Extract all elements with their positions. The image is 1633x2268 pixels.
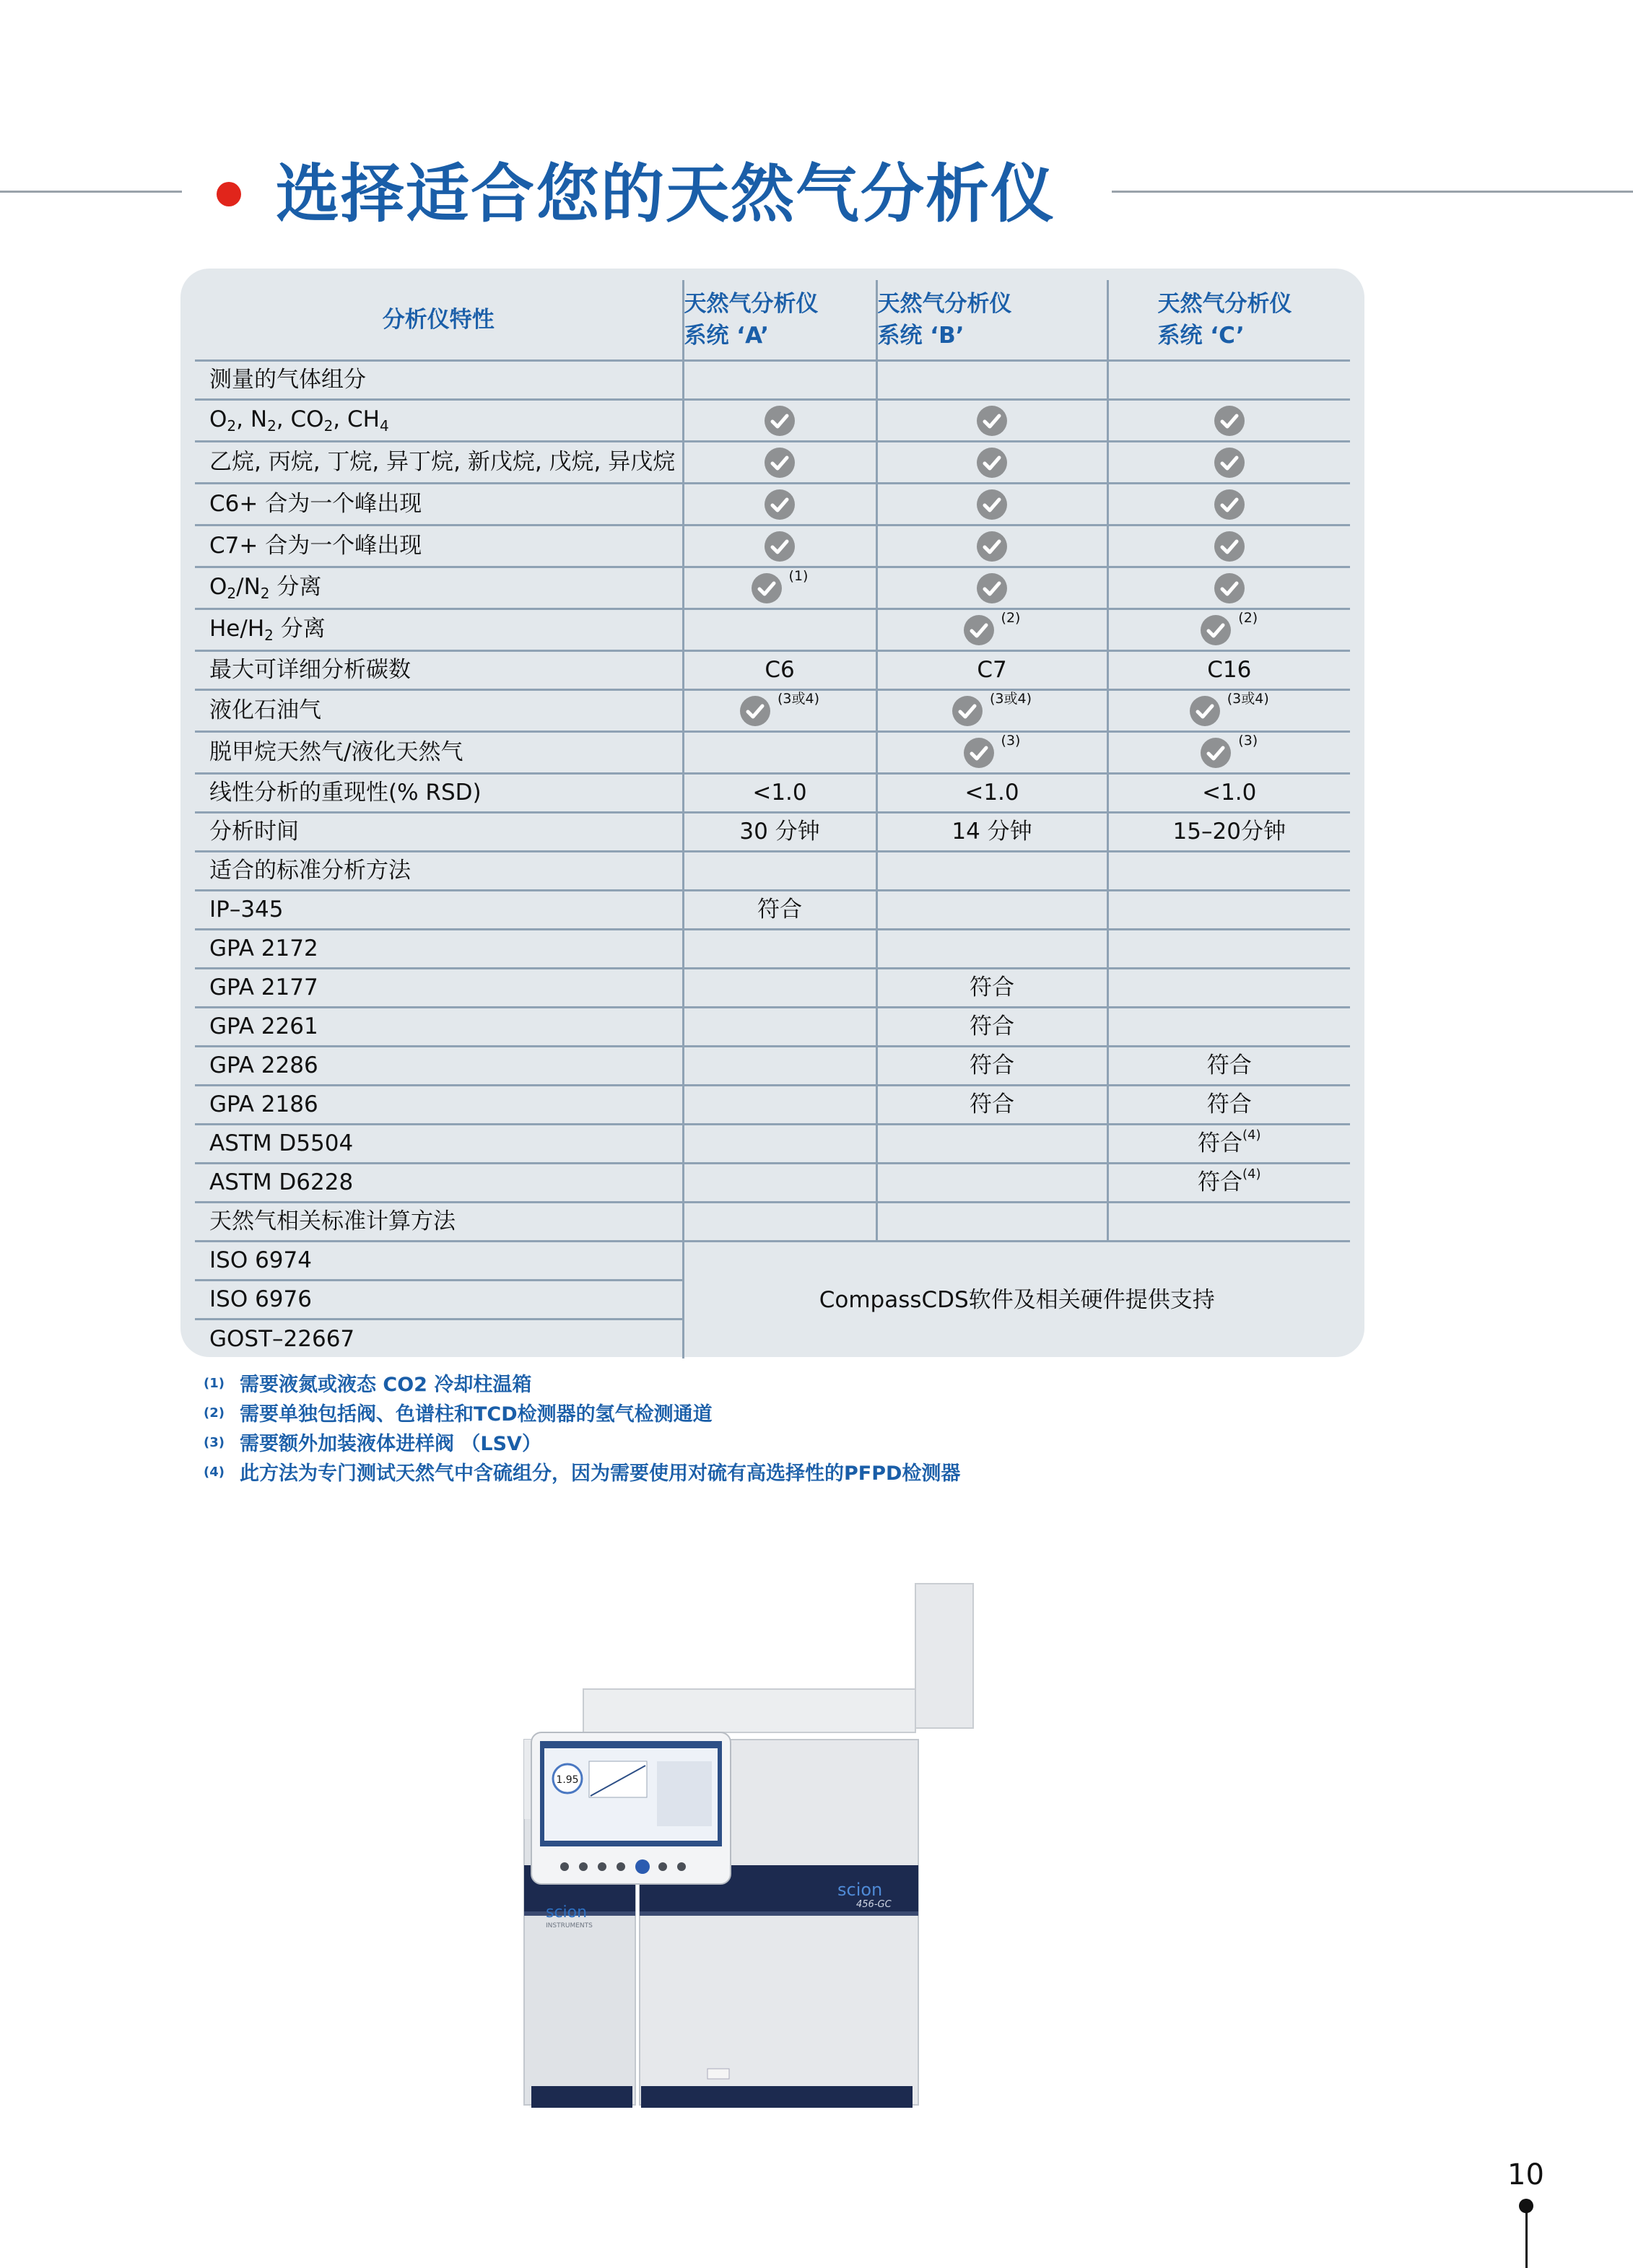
cell-system-c (1107, 1203, 1350, 1242)
table-row (195, 361, 1350, 400)
cell-system-a (683, 930, 876, 969)
cell-system-b (876, 567, 1107, 609)
row-label: GPA 2177 (195, 969, 683, 1008)
cell-system-c (1107, 442, 1350, 484)
page-number: 10 (1507, 2158, 1544, 2191)
check-icon (765, 489, 795, 520)
check-icon (752, 573, 782, 603)
row-label: $O_2$, $N_2$, $CO_2$, $CH_4$ (195, 400, 683, 442)
cell-system-c (1107, 930, 1350, 969)
cell-system-b (876, 930, 1107, 969)
cell-system-b (876, 732, 1107, 774)
table-row (195, 442, 1350, 484)
table-row (195, 525, 1350, 567)
cell-system-c (1107, 1008, 1350, 1047)
check-icon (977, 448, 1007, 478)
title-rule-right (1112, 191, 1633, 193)
cell-value: <1.0 (752, 780, 807, 806)
footnote (204, 1429, 1286, 1459)
header-system-b: 天然气分析仪 系统 ‘B’ (876, 280, 1107, 361)
cell-system-a (683, 361, 876, 400)
footnotes (204, 1370, 1286, 1488)
cell-value: 30 分钟 (739, 819, 820, 845)
footnote-number: (3) (204, 1435, 225, 1450)
screen-value: 1.95 (556, 1774, 579, 1786)
row-label: 脱甲烷天然气/液化天然气 (195, 732, 683, 774)
footnote (204, 1459, 1286, 1488)
cell-value: <1.0 (1202, 780, 1257, 806)
cell-value: 符合 (970, 974, 1014, 1001)
footnote-number: (2) (204, 1405, 225, 1421)
cell-system-b (876, 891, 1107, 930)
table-row (195, 813, 1350, 852)
row-label: $He/H_2$ 分离 (195, 609, 683, 651)
page-marker-line (1525, 2209, 1528, 2268)
footnote-text: 需要额外加装液体进样阀 （LSV） (240, 1433, 541, 1455)
row-label: 天然气相关标准计算方法 (195, 1203, 683, 1242)
row-label: GOST–22667 (195, 1320, 683, 1358)
cell-system-b (876, 525, 1107, 567)
row-label: GPA 2286 (195, 1047, 683, 1086)
cell-system-a (683, 732, 876, 774)
row-label: C6+ 合为一个峰出现 (195, 484, 683, 525)
title-bullet (217, 182, 241, 206)
cell-system-a (683, 651, 876, 690)
cell-system-a (683, 525, 876, 567)
table-row (195, 1008, 1350, 1047)
table-row (195, 1242, 1350, 1281)
row-label: 分析时间 (195, 813, 683, 852)
cell-value: 符合 (1198, 1130, 1242, 1157)
cell-system-b (876, 1086, 1107, 1125)
cell-system-b (876, 774, 1107, 813)
footnote-text: 此方法为专门测试天然气中含硫组分，因为需要使用对硫有高选择性的PFPD检测器 (240, 1462, 961, 1485)
check-icon (1214, 531, 1245, 562)
cell-system-c (1107, 1047, 1350, 1086)
cell-system-c (1107, 1125, 1350, 1164)
page-title: 选择适合您的天然气分析仪 (276, 157, 1056, 231)
cell-system-b (876, 969, 1107, 1008)
comparison-table (195, 280, 1350, 1358)
check-icon (977, 489, 1007, 520)
header-system-c: 天然气分析仪 系统 ‘C’ (1107, 280, 1350, 361)
cell-system-c (1107, 484, 1350, 525)
check-icon (964, 615, 994, 645)
cell-value: 14 分钟 (952, 819, 1032, 845)
footnote-text: 需要液氮或液态 CO2 冷却柱温箱 (240, 1374, 532, 1396)
table-row (195, 1203, 1350, 1242)
cell-system-b (876, 400, 1107, 442)
table-row (195, 1047, 1350, 1086)
cell-system-b (876, 852, 1107, 891)
cell-system-c (1107, 651, 1350, 690)
check-icon (1201, 615, 1231, 645)
cell-footnote-ref: (4) (1242, 1166, 1261, 1182)
cell-system-b (876, 1008, 1107, 1047)
cell-value: 符合 (757, 897, 802, 923)
cell-system-c (1107, 813, 1350, 852)
row-label: ISO 6974 (195, 1242, 683, 1281)
cell-system-c (1107, 361, 1350, 400)
gas-chromatograph-image (520, 1581, 1083, 2115)
table-row (195, 1164, 1350, 1203)
cell-note: (3) (1001, 732, 1021, 749)
cell-value: 15–20分钟 (1172, 819, 1286, 845)
row-label: ASTM D5504 (195, 1125, 683, 1164)
cell-system-b (876, 651, 1107, 690)
cell-system-a (683, 969, 876, 1008)
footnote-number: (1) (204, 1376, 225, 1391)
check-icon (765, 448, 795, 478)
cell-value: 符合 (970, 1013, 1014, 1040)
check-icon (1201, 738, 1231, 768)
cell-system-a (683, 1047, 876, 1086)
cell-system-c (1107, 891, 1350, 930)
table-header-row (195, 280, 1350, 361)
footnote-text: 需要单独包括阀、色谱柱和TCD检测器的氢气检测通道 (240, 1403, 713, 1426)
row-label: C7+ 合为一个峰出现 (195, 525, 683, 567)
footnote (204, 1400, 1286, 1429)
check-icon (765, 531, 795, 562)
cell-note: (2) (1001, 609, 1021, 626)
row-label: 线性分析的重现性(% RSD) (195, 774, 683, 813)
cell-system-b (876, 813, 1107, 852)
cell-system-a (683, 774, 876, 813)
cell-system-c (1107, 400, 1350, 442)
cell-system-b (876, 1203, 1107, 1242)
footnote-number: (4) (204, 1465, 225, 1480)
cell-system-c (1107, 567, 1350, 609)
table-row (195, 690, 1350, 732)
cell-note: (3) (1238, 732, 1258, 749)
cell-system-a (683, 1203, 876, 1242)
cell-system-b (876, 690, 1107, 732)
cell-note: (3或4) (989, 690, 1032, 707)
cell-system-a (683, 484, 876, 525)
cell-system-c (1107, 852, 1350, 891)
table-row (195, 852, 1350, 891)
check-icon (977, 573, 1007, 603)
row-label: 测量的气体组分 (195, 361, 683, 400)
row-label: 最大可详细分析碳数 (195, 651, 683, 690)
comparison-table-panel (180, 269, 1364, 1357)
cell-system-b (876, 1047, 1107, 1086)
cell-system-b (876, 1125, 1107, 1164)
cell-value: 符合 (970, 1091, 1014, 1118)
table-row (195, 484, 1350, 525)
merged-software-support: CompassCDS软件及相关硬件提供支持 (819, 1287, 1215, 1314)
check-icon (952, 696, 983, 726)
row-label: 液化石油气 (195, 690, 683, 732)
cell-value: C7 (977, 657, 1007, 684)
cell-footnote-ref: (4) (1242, 1128, 1261, 1143)
row-label: GPA 2172 (195, 930, 683, 969)
cell-system-b (876, 442, 1107, 484)
cell-value: 符合 (1198, 1169, 1242, 1196)
cell-system-a (683, 891, 876, 930)
cell-system-b (876, 484, 1107, 525)
check-icon (1214, 573, 1245, 603)
cell-system-a (683, 852, 876, 891)
cell-value: 符合 (970, 1052, 1014, 1079)
row-label: IP–345 (195, 891, 683, 930)
cell-system-c (1107, 1086, 1350, 1125)
cell-system-c (1107, 732, 1350, 774)
cell-system-b (876, 1164, 1107, 1203)
table-row (195, 1086, 1350, 1125)
cell-system-c (1107, 774, 1350, 813)
cell-system-b (876, 609, 1107, 651)
cell-note: (2) (1238, 609, 1258, 626)
cell-value: 符合 (1206, 1052, 1252, 1079)
cell-note: (3或4) (777, 690, 819, 707)
check-icon (1214, 448, 1245, 478)
table-row (195, 651, 1350, 690)
check-icon (964, 738, 994, 768)
check-icon (977, 406, 1007, 436)
row-label: ASTM D6228 (195, 1164, 683, 1203)
row-label: 适合的标准分析方法 (195, 852, 683, 891)
table-row (195, 400, 1350, 442)
cell-system-a (683, 1125, 876, 1164)
cell-system-a (683, 442, 876, 484)
table-row (195, 774, 1350, 813)
cell-system-c (1107, 690, 1350, 732)
header-feature: 分析仪特性 (195, 280, 683, 361)
table-row (195, 1125, 1350, 1164)
row-label: 乙烷, 丙烷, 丁烷, 异丁烷, 新戊烷, 戊烷, 异戊烷 (195, 442, 683, 484)
model-logo: scion (837, 1880, 883, 1900)
cell-system-a (683, 1086, 876, 1125)
cell-value: 符合 (1206, 1091, 1252, 1118)
check-icon (977, 531, 1007, 562)
cell-system-a (683, 609, 876, 651)
cell-system-a (683, 813, 876, 852)
cell-system-c (1107, 969, 1350, 1008)
cell-system-c (1107, 609, 1350, 651)
table-row (195, 930, 1350, 969)
cell-system-a (683, 400, 876, 442)
header-system-a: 天然气分析仪 系统 ‘A’ (683, 280, 876, 361)
row-label: GPA 2186 (195, 1086, 683, 1125)
cell-system-b (876, 361, 1107, 400)
check-icon (740, 696, 770, 726)
cell-note: (3或4) (1227, 690, 1269, 707)
check-icon (1214, 489, 1245, 520)
table-row (195, 609, 1350, 651)
cell-value: <1.0 (964, 780, 1019, 806)
cell-system-a (683, 1164, 876, 1203)
row-label: GPA 2261 (195, 1008, 683, 1047)
check-icon (1190, 696, 1220, 726)
cell-system-a (683, 690, 876, 732)
table-row (195, 891, 1350, 930)
cell-value: C6 (765, 657, 795, 684)
brand-logo: scion (546, 1903, 588, 1922)
title-rule-left (0, 191, 182, 193)
table-row (195, 567, 1350, 609)
cell-value: C16 (1207, 657, 1252, 684)
row-label: ISO 6976 (195, 1281, 683, 1320)
check-icon (1214, 406, 1245, 436)
footnote (204, 1370, 1286, 1400)
check-icon (765, 406, 795, 436)
table-row (195, 969, 1350, 1008)
brand-sub: INSTRUMENTS (546, 1922, 593, 1929)
cell-system-c (1107, 1164, 1350, 1203)
cell-note: (1) (788, 567, 809, 584)
cell-system-a (683, 1008, 876, 1047)
row-label: $O_2/N_2$ 分离 (195, 567, 683, 609)
cell-system-c (1107, 525, 1350, 567)
model-name: 456-GC (856, 1899, 892, 1910)
cell-system-a (683, 567, 876, 609)
table-row (195, 732, 1350, 774)
